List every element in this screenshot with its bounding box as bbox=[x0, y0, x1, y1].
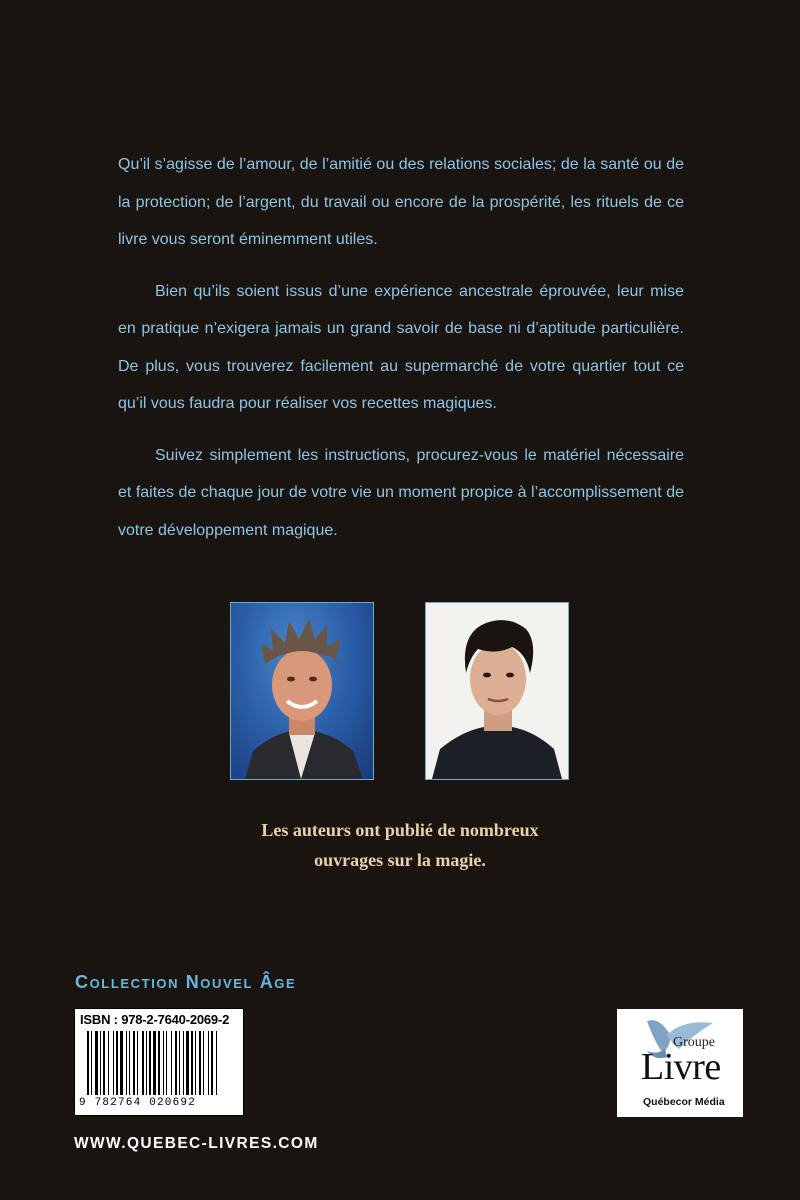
author-photo-young-man bbox=[426, 603, 568, 779]
isbn-label: ISBN : 978-2-7640-2069-2 bbox=[80, 1012, 230, 1027]
isbn-barcode bbox=[74, 1008, 244, 1116]
author-photo-right bbox=[425, 602, 569, 780]
publisher-logo bbox=[617, 1009, 743, 1117]
caption-line-1: Les auteurs ont publié de nombreux bbox=[261, 820, 539, 840]
caption-line-2: ouvrages sur la magie. bbox=[314, 850, 486, 870]
blurb-paragraph-2: Bien qu’ils soient issus d’une expérience ancestrale éprouvée, leur mise en pratique n’exigera jamais un grand savoir de base ni d’aptitude particulière. De plus, vous trouverez facilement au supermarché de votre quartier tout ce qu’il vous faudra pour réaliser vos recettes magiques. bbox=[118, 282, 684, 412]
author-photo-left bbox=[230, 602, 374, 780]
authors-caption bbox=[150, 815, 650, 875]
ean-digits: 9 782764 020692 bbox=[79, 1097, 197, 1109]
logo-livre-text: Livre bbox=[641, 1046, 721, 1088]
blurb-paragraph-1: Qu’il s’agisse de l’amour, de l’amitié ou des relations sociales; de la santé ou de la protection; de l’argent, du travail ou encore de la prospérité, les rituels de ce livre vous seront éminemment utiles. bbox=[118, 156, 684, 248]
author-photo-older-man bbox=[231, 603, 373, 779]
collection-title: Collection Nouvel Âge bbox=[75, 972, 297, 992]
logo-media-text: Québecor Média bbox=[643, 1096, 725, 1108]
blurb-paragraph-3: Suivez simplement les instructions, procurez-vous le matériel nécessaire et faites de chaque jour de votre vie un moment propice à l’accomplissement de votre développement magique. bbox=[118, 446, 684, 539]
logo-groupe-text: Groupe bbox=[673, 1035, 715, 1050]
publisher-website: WWW.QUEBEC-LIVRES.COM bbox=[74, 1135, 319, 1152]
back-cover-blurb bbox=[118, 146, 684, 563]
